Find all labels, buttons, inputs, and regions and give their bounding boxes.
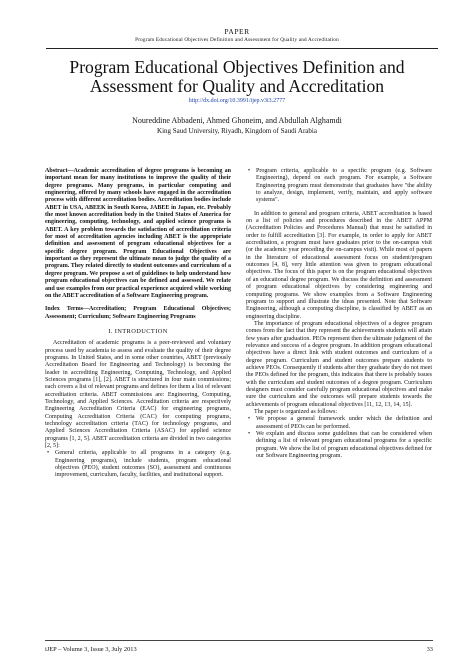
- paragraph-organization: The paper is organized as follows:: [254, 409, 338, 415]
- section-heading-introduction: I. INTRODUCTION: [108, 327, 168, 335]
- paper-title: Program Educational Objectives Definition and Assessment for Quality and Accreditation: [69, 57, 405, 96]
- footer-journal: iJEP – Volume 3, Issue 3, July 2013: [45, 646, 137, 653]
- running-title: Program Educational Objectives Definition and Assessment for Quality and Accreditation: [135, 37, 339, 43]
- paragraph-importance: The importance of program educational objectives of a degree program comes from the fact that they represent the achievements students will attain few years after graduation. PEOs represent then the ultimate judgment of the relevance and success of a degree program. In addition program educational objectives have a direct link with student outcomes and curriculum of a degree program. Curriculum and student outcomes prepare students to achieve PEOs. Consequently if students after they graduate they do not meet the PEOs defined for the program, this indicates that there is probably issues with the curriculum and student outcomes of a degree program. Curriculum designers must consider carefully program educational objectives and make sure the curriculum and the outcomes will prepare students towards the achievements of program educational objectives [11, 12, 13, 14, 15].: [246, 320, 432, 408]
- affiliation: King Saud University, Riyadh, Kingdom of Saudi Arabia: [157, 127, 317, 135]
- abstract: Abstract—Academic accreditation of degree programs is becoming an important mean for many institutions to improve the quality of their degree programs. Many programs, in particular computing and engineering, offered by many schools have engaged in the accreditation process with different accreditation bodies. Accreditation bodies include ABET in USA, ABEEK in South Korea, JABEE in Japan, etc. Probably the most known accreditation body in the United States of America for engineering, computing, technology, and applied science programs is ABET. A key problem towards the satisfaction of accreditation criteria for most of accreditation agencies including ABET is the appropriate definition and assessment of program educational objectives for a specific degree program. Program Educational Objectives are important as they represent the ultimate mean to judge the quality of a program. They related directly to student outcomes and curriculum of a degree program. We propose a set of guidelines to help understand how program educational objectives can be defined and assessed. We relate and use examples from our practical experience acquired while working on the ABET accreditation of a Software Engineering program.: [45, 168, 231, 299]
- right-column: [246, 168, 432, 460]
- index-terms: Index Terms—Accreditation; Program Educational Objectives; Assessment; Curriculum; Software Engineering Programs: [45, 306, 231, 320]
- header-rule: [46, 48, 438, 49]
- left-column: [45, 168, 231, 480]
- bullet-framework: • We propose a general framework under which the definition and assessment of PEOs can be performed.: [246, 416, 432, 431]
- bullet-guidelines: • We explain and discuss some guidelines that can be considered when defining a list of relevant program educational programs for a specific program. We show the list of program educational objectives defined for our Software Engineering program.: [246, 431, 432, 460]
- bullet-general-criteria: • General criteria, applicable to all programs in a category (e.g. Engineering programs), include students, program educational objectives (PEO), student outcomes (SO), assessment and continuous improvement, curriculum, faculty, facilities, and institutional support.: [45, 450, 231, 479]
- authors: Noureddine Abbadeni, Ahmed Ghoneim, and Abdullah Alghamdi: [132, 116, 342, 125]
- intro-paragraph: Accreditation of academic programs is a peer-reviewed and voluntary process used by academia to assess and evaluate the quality of their degree programs. In United States, and in some other countries, ABET (previously Accreditation Board for Engineering and Technology) is becoming the leader in accrediting Engineering, Computing, Technology, and Applied Sciences programs [1], [2]. ABET is structured in four main commissions; each covers a list of relevant programs and defines for them a list of relevant accreditation criteria. ABET commissions are: Engineering, Computing, Technology, and Applied Sciences. Accreditation criteria are respectively Engineering Accreditation Criteria (EAC) for engineering programs, Computing Accreditation Criteria (CAC) for computing programs, technology accreditation criteria (TAC) for technology programs, and Applied Sciences Accreditation Criteria (ASAC) for applied science programs [1, 2, 5]. ABET accreditation criteria are divided in two categories [2, 5]:: [45, 340, 231, 450]
- paragraph-policies: In addition to general and program criteria, ABET accreditation is based on a list of policies and procedures described in the ABET APPM (Accreditation Policies and Procedures Manual) that must be satisfied in order to fulfill accreditation [3]. For example, in order to apply for ABET accreditation, a program must have graduates prior to the on-campus visit (or the academic year preceding the on-campus visit). While most of papers in the literature of educational assessment focus on student/program outcomes [4, 8], very little attention was given to program educational objectives. The focus of this paper is on the program educational objectives of an educational degree program. We discuss the definition and assessment of program educational objectives by considering engineering and computing programs. We show examples from a Software Engineering program to support and illustrate the ideas presented. Note that Software Engineering, although a computing discipline, is classified by ABET as an engineering discipline.: [246, 210, 432, 320]
- header-kind: PAPER: [224, 27, 250, 36]
- bullet-program-criteria: • Program criteria, applicable to a specific program (e.g. Software Engineering), depend on each program. For example, a Software Engineering program must demonstrate that graduates have "the ability to analyze, design, implement, verify, maintain, and apply software systems".: [246, 168, 432, 205]
- footer-rule: [45, 640, 433, 641]
- page-number: 33: [426, 646, 433, 653]
- doi-link[interactable]: http://dx.doi.org/10.3991/ijep.v3i3.2777: [188, 98, 286, 104]
